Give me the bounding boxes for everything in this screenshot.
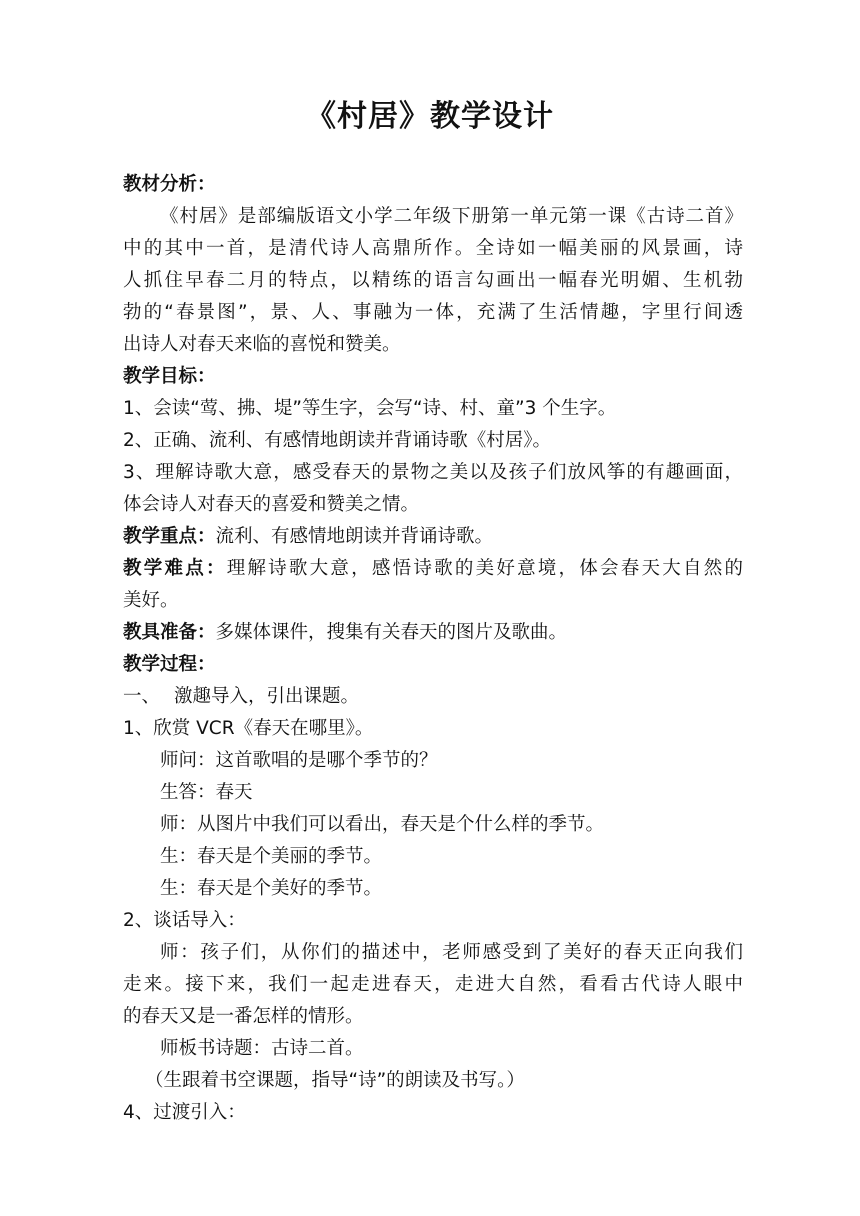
goal-item: 1、会读“莺、拂、堤”等生字，会写“诗、村、童”3 个生字。	[123, 398, 617, 419]
goal-item: 体会诗人对春天的喜爱和赞美之情。	[123, 494, 420, 515]
teaching-aids-label: 教具准备：	[123, 622, 216, 643]
dialog-line: 师：从图片中我们可以看出，春天是个什么样的季节。	[160, 814, 605, 835]
analysis-line: 中的其中一首，是清代诗人高鼎所作。全诗如一幅美丽的风景画，诗	[123, 238, 743, 259]
dialog-line: 生：春天是个美好的季节。	[160, 878, 383, 899]
analysis-line: 出诗人对春天来临的喜悦和赞美。	[123, 334, 401, 355]
analysis-line: 《村居》是部编版语文小学二年级下册第一单元第一课《古诗二首》	[160, 206, 743, 227]
document-title: 《村居》教学设计	[306, 99, 554, 134]
key-points-text: 流利、有感情地朗读并背诵诗歌。	[215, 526, 494, 547]
teaching-aids-text: 多媒体课件，搜集有关春天的图片及歌曲。	[215, 622, 568, 643]
dialog-line: 师问：这首歌唱的是哪个季节的？	[160, 750, 438, 771]
key-points-label: 教学重点：	[123, 526, 216, 547]
dialog-line: 生答：春天	[160, 782, 253, 803]
difficulty-text-cont: 美好。	[123, 590, 179, 611]
step-item: 2、谈话导入：	[123, 910, 246, 931]
step-one-number: 一、	[123, 686, 161, 707]
difficulty-text: 理解诗歌大意，感悟诗歌的美好意境，体会春天大自然的	[226, 558, 743, 579]
step-item: 1、欣赏 VCR《春天在哪里》。	[123, 718, 374, 739]
step-one-text: 激趣导入，引出课题。	[174, 686, 360, 707]
analysis-heading: 教材分析：	[123, 174, 216, 195]
dialog-line: 生：春天是个美丽的季节。	[160, 846, 383, 867]
goal-item: 3、理解诗歌大意，感受春天的景物之美以及孩子们放风筝的有趣画面，	[123, 462, 743, 483]
goal-item: 2、正确、流利、有感情地朗读并背诵诗歌《村居》。	[123, 430, 552, 451]
step-item: 4、过渡引入：	[123, 1102, 246, 1123]
guidance-note: （生跟着书空课题，指导“诗”的朗读及书写。）	[145, 1070, 525, 1091]
step-one	[123, 681, 743, 713]
talk-line: 的春天又是一番怎样的情形。	[123, 1006, 364, 1027]
teaching-aids	[123, 617, 743, 649]
difficulty-label: 教学难点：	[123, 558, 227, 579]
analysis-line: 人抓住早春二月的特点，以精练的语言勾画出一幅春光明媚、生机勃	[123, 270, 743, 291]
board-writing: 师板书诗题：古诗二首。	[160, 1038, 364, 1059]
talk-line: 走来。接下来，我们一起走进春天，走进大自然，看看古代诗人眼中	[123, 974, 743, 995]
analysis-line: 勃的“春景图”，景、人、事融为一体，充满了生活情趣，字里行间透	[123, 302, 743, 323]
process-heading: 教学过程：	[123, 654, 216, 675]
goals-heading: 教学目标：	[123, 366, 216, 387]
talk-line: 师：孩子们，从你们的描述中，老师感受到了美好的春天正向我们	[160, 942, 743, 963]
key-points	[123, 521, 743, 553]
difficulty	[123, 553, 743, 585]
document-body	[123, 169, 743, 1129]
